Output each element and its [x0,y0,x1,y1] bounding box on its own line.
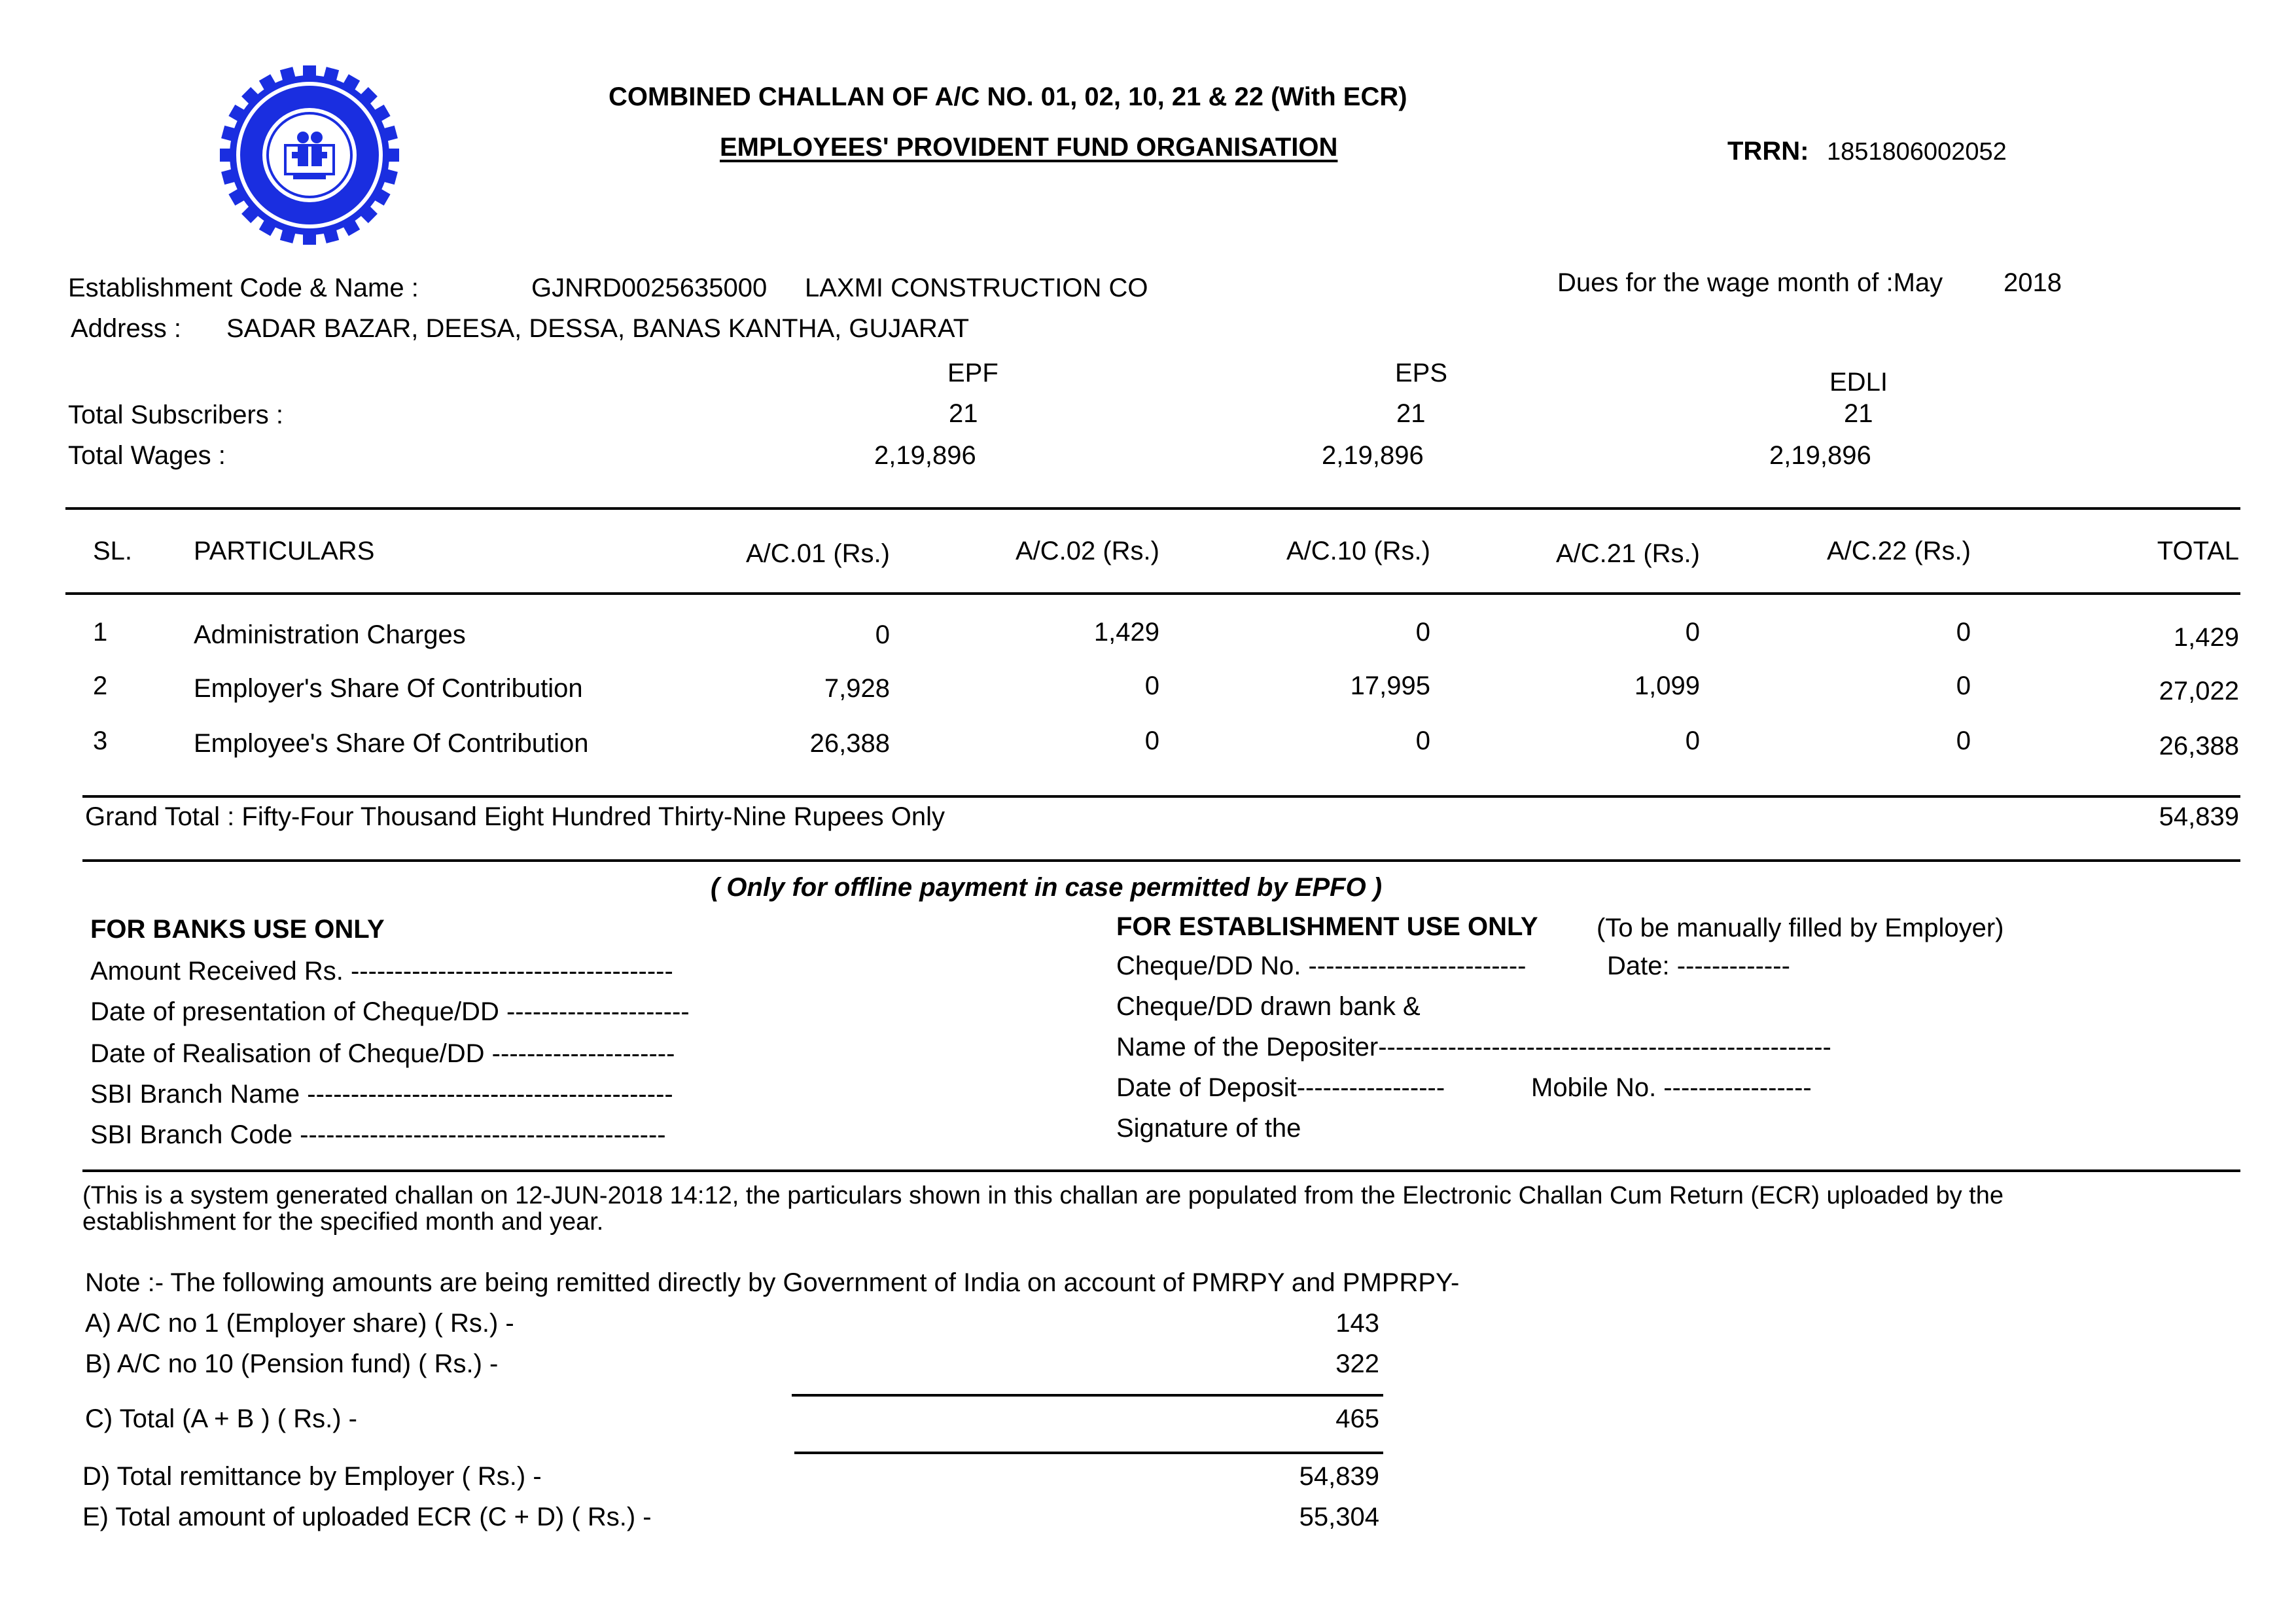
edli-header: EDLI [1829,368,1888,397]
row-sl: 3 [93,726,108,755]
row-total: 26,388 [2159,732,2239,760]
row-ac02: 1,429 [1093,618,1159,647]
row-ac21: 0 [1685,726,1700,755]
item-a-label: A) A/C no 1 (Employer share) ( Rs.) - [85,1309,514,1338]
table-top-rule [65,507,2240,510]
col-header-ac02: A/C.02 (Rs.) [1015,537,1159,565]
epfo-logo [215,60,404,250]
item-d-value: 54,839 [1299,1462,1379,1491]
subtotal-rule [792,1394,1383,1397]
subscribers-label: Total Subscribers : [68,401,284,429]
row-particulars: Employee's Share Of Contribution [194,729,589,758]
row-ac01: 7,928 [824,674,890,703]
item-b-label: B) A/C no 10 (Pension fund) ( Rs.) - [85,1349,499,1378]
item-c-label: C) Total (A + B ) ( Rs.) - [85,1404,357,1433]
realisation-date-field: Date of Realisation of Cheque/DD --------------------- [90,1039,675,1068]
mobile-no-field: Mobile No. ----------------- [1531,1073,1812,1102]
row-sl: 1 [93,618,108,647]
grand-total-bottom-rule [82,859,2240,862]
row-ac10: 0 [1415,726,1430,755]
row-ac02: 0 [1144,671,1159,700]
item-a-value: 143 [1335,1309,1379,1338]
signature-field: Signature of the [1116,1114,1301,1143]
address-value: SADAR BAZAR, DEESA, DESSA, BANAS KANTHA, GUJARAT [226,314,970,343]
establishment-use-heading: FOR ESTABLISHMENT USE ONLY [1116,912,1538,941]
row-total: 1,429 [2173,623,2239,652]
establishment-code: GJNRD0025635000 [531,274,768,302]
system-note-line2: establishment for the specified month and year. [82,1208,604,1236]
row-ac01: 0 [875,620,890,649]
col-header-ac22: A/C.22 (Rs.) [1826,537,1971,565]
table-header-rule [65,592,2240,595]
grand-total-value: 54,839 [2159,802,2239,831]
establishment-use-note: (To be manually filled by Employer) [1597,914,2004,942]
system-note-line1: (This is a system generated challan on 12-JUN-2018 14:12, the particulars shown in this challan are populated from the Electronic Challan Cum Return (ECR) uploaded by the [82,1182,2004,1209]
total-rule [794,1452,1383,1454]
deposit-date-field: Date of Deposit----------------- [1116,1073,1445,1102]
item-b-value: 322 [1335,1349,1379,1378]
epf-header: EPF [947,359,998,387]
col-header-ac21: A/C.21 (Rs.) [1555,539,1700,568]
amount-received-field: Amount Received Rs. ------------------------------------- [90,957,673,986]
row-ac22: 0 [1956,671,1971,700]
row-particulars: Administration Charges [194,620,466,649]
bank-use-heading: FOR BANKS USE ONLY [90,915,385,944]
drawn-bank-field: Cheque/DD drawn bank & [1116,992,1421,1021]
cheque-date-field: Date: ------------- [1607,952,1790,980]
edli-wages: 2,19,896 [1769,441,1871,470]
epf-subscribers: 21 [949,399,978,428]
row-ac22: 0 [1956,726,1971,755]
col-header-particulars: PARTICULARS [194,537,375,565]
establishment-label: Establishment Code & Name : [68,274,419,302]
row-ac22: 0 [1956,618,1971,647]
item-c-value: 465 [1335,1404,1379,1433]
col-header-sl: SL. [93,537,133,565]
cheque-no-field: Cheque/DD No. ------------------------- [1116,952,1527,980]
edli-subscribers: 21 [1844,399,1873,428]
pmrpy-note: Note :- The following amounts are being remitted directly by Government of India on account of PMRPY and PMPRPY- [85,1268,1460,1297]
trrn-value: 1851806002052 [1827,138,2007,166]
item-d-label: D) Total remittance by Employer ( Rs.) - [82,1462,542,1491]
eps-subscribers: 21 [1396,399,1426,428]
sbi-branch-code-field: SBI Branch Code ------------------------------------------ [90,1120,666,1149]
row-ac02: 0 [1144,726,1159,755]
trrn-label: TRRN: [1727,137,1809,166]
eps-header: EPS [1395,359,1448,387]
address-label: Address : [71,314,181,343]
row-ac21: 1,099 [1634,671,1700,700]
col-header-ac01: A/C.01 (Rs.) [745,539,890,568]
col-header-ac10: A/C.10 (Rs.) [1286,537,1430,565]
row-ac01: 26,388 [809,729,890,758]
item-e-label: E) Total amount of uploaded ECR (C + D) ( Rs.) - [82,1503,652,1531]
organisation-title: EMPLOYEES' PROVIDENT FUND ORGANISATION [720,133,1338,162]
grand-total-top-rule [82,795,2240,798]
row-ac10: 17,995 [1350,671,1430,700]
row-particulars: Employer's Share Of Contribution [194,674,583,703]
offline-bottom-rule [82,1169,2240,1172]
offline-payment-note: ( Only for offline payment in case permitted by EPFO ) [711,873,1383,902]
row-ac21: 0 [1685,618,1700,647]
grand-total-label: Grand Total : Fifty-Four Thousand Eight Hundred Thirty-Nine Rupees Only [85,802,945,831]
row-ac10: 0 [1415,618,1430,647]
epf-wages: 2,19,896 [874,441,976,470]
sbi-branch-name-field: SBI Branch Name ------------------------------------------ [90,1080,673,1109]
dues-month-label: Dues for the wage month of :May [1557,268,1943,297]
col-header-total: TOTAL [2157,537,2239,565]
wages-label: Total Wages : [68,441,226,470]
item-e-value: 55,304 [1299,1503,1379,1531]
eps-wages: 2,19,896 [1322,441,1424,470]
dues-year: 2018 [2004,268,2062,297]
depositer-name-field: Name of the Depositer---------------------------------------------------- [1116,1033,1831,1061]
presentation-date-field: Date of presentation of Cheque/DD --------------------- [90,997,690,1026]
establishment-name: LAXMI CONSTRUCTION CO [805,274,1148,302]
challan-title: COMBINED CHALLAN OF A/C NO. 01, 02, 10, 21 & 22 (With ECR) [609,82,1407,111]
row-total: 27,022 [2159,677,2239,705]
row-sl: 2 [93,671,108,700]
